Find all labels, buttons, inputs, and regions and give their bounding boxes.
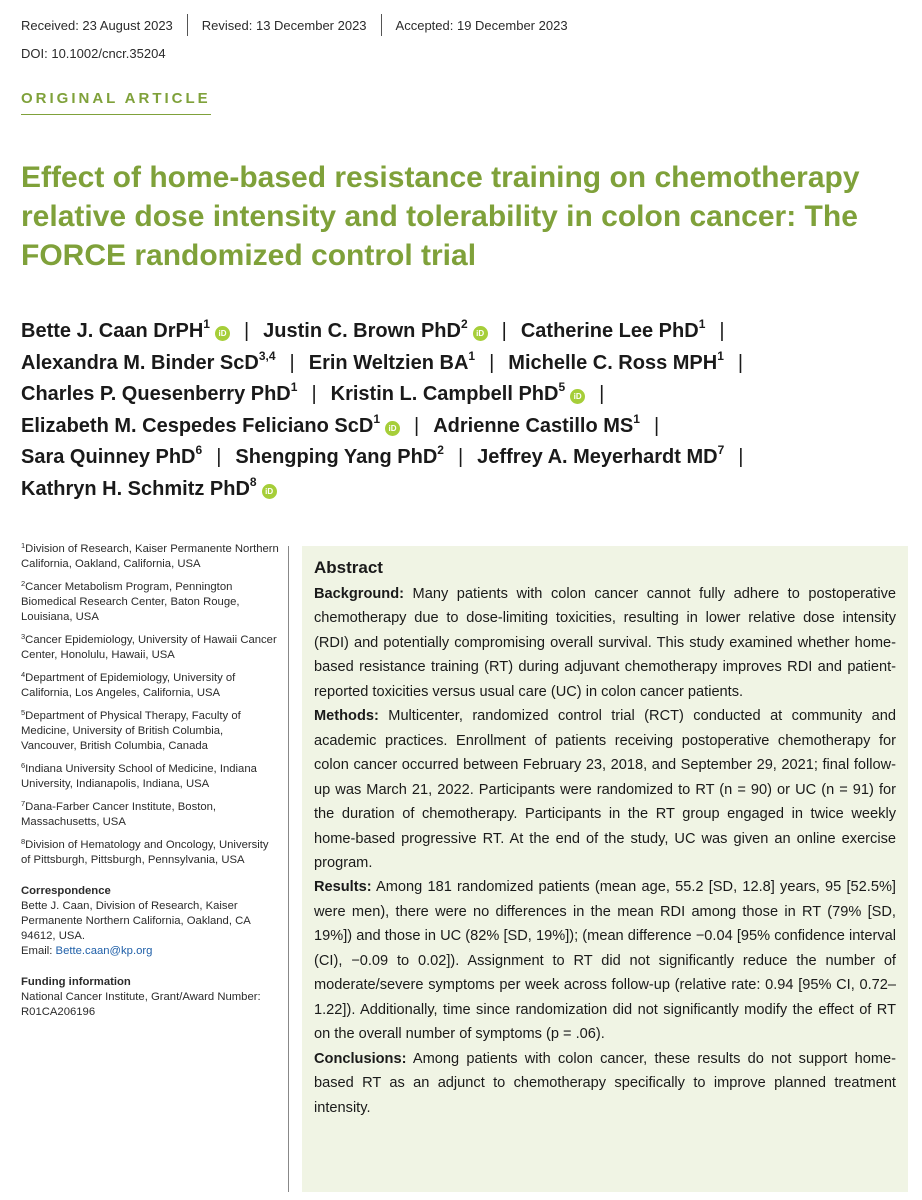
orcid-icon[interactable]: iD <box>473 326 488 341</box>
abstract-methods <box>314 704 896 875</box>
author-name-text: Erin Weltzien BA <box>308 351 469 374</box>
correspondence-text: Bette J. Caan, Division of Research, Kaiser Permanente Northern California, Oakland, CA 94612, USA. <box>21 900 251 942</box>
author-separator: | <box>414 414 420 437</box>
author-name-text: Justin C. Brown PhD <box>263 320 461 342</box>
author-affiliation-number: 1 <box>633 411 640 426</box>
correspondence-email-link[interactable]: Bette.caan@kp.org <box>55 945 153 957</box>
affiliation-text: Cancer Metabolism Program, Pennington Biomedical Research Center, Baton Rouge, Louisiana, USA <box>21 581 240 623</box>
history-divider <box>187 14 188 36</box>
orcid-icon[interactable]: iD <box>262 484 277 499</box>
affiliation-number: 5 <box>21 708 26 717</box>
orcid-icon[interactable]: iD <box>215 326 230 341</box>
author-affiliation-number: 1 <box>373 411 381 426</box>
article-history <box>21 14 582 36</box>
conclusions-text: Among patients with colon cancer, these results do not support home-based RT as an adjunct to chemotherapy specifically to improve planned treatment intensity. <box>314 1050 896 1116</box>
abstract-background <box>314 582 896 704</box>
author-name[interactable] <box>308 348 476 374</box>
results-label: Results: <box>314 879 372 896</box>
author-name-text: Elizabeth M. Cespedes Feliciano ScD <box>21 414 374 437</box>
author-name[interactable] <box>21 380 298 406</box>
funding-text: National Cancer Institute, Grant/Award Number: R01CA206196 <box>21 991 261 1018</box>
author-separator: | <box>289 351 295 374</box>
background-text: Many patients with colon cancer cannot fully adhere to postoperative chemotherapy due to dose-limiting toxicities, resulting in lower relative dose intensity (RDI) and potentially compromising overall survival. This study examined whether home-based resistance training (RT) during adjuvant chemotherapy improves RDI and patient-reported toxicities versus usual care (UC) in colon cancer patients. <box>314 586 896 700</box>
abstract-conclusions <box>314 1047 896 1120</box>
author-name[interactable] <box>433 411 640 437</box>
affiliation-text: Division of Research, Kaiser Permanente Northern California, Oakland, California, USA <box>21 543 279 570</box>
author-name-text: Sara Quinney PhD <box>21 446 196 469</box>
affiliation-text: Division of Hematology and Oncology, University of Pittsburgh, Pittsburgh, Pennsylvania, USA <box>21 839 269 866</box>
affiliation-text: Department of Epidemiology, University of California, Los Angeles, California, USA <box>21 672 236 699</box>
orcid-icon[interactable]: iD <box>385 421 400 436</box>
author-list <box>21 316 911 506</box>
affiliation-number: 6 <box>21 761 26 770</box>
author-affiliation-number: 2 <box>437 443 444 458</box>
correspondence-heading: Correspondence <box>21 885 111 897</box>
author-separator: | <box>653 414 660 437</box>
history-divider <box>381 14 382 36</box>
affiliation-item <box>21 580 281 625</box>
article-title: Effect of home-based resistance training on chemotherapy relative dose intensity and tolerability in colon cancer: The FORCE randomized control trial <box>21 161 860 272</box>
author-separator: | <box>599 383 605 406</box>
author-name-text: Alexandra M. Binder ScD <box>21 351 259 374</box>
author-separator: | <box>738 446 744 469</box>
abstract-heading: Abstract <box>314 558 383 577</box>
affiliation-text: Dana-Farber Cancer Institute, Boston, Massachusetts, USA <box>21 801 217 828</box>
methods-text: Multicenter, randomized control trial (RCT) conducted at community and academic practices. Enrollment of patients receiving postoperative chemotherapy for colon cancer occurred between February 23, 2018, and September 29, 2021; final follow-up was March 21, 2022. Participants were randomized to RT (n = 90) or UC (n = 91) for the duration of chemotherapy. Participants in the RT group engaged in twice weekly home-based progressive RT. At the end of the study, UC was given an online exercise program. <box>314 708 896 871</box>
author-affiliation-number: 2 <box>460 317 468 331</box>
author-name[interactable] <box>21 348 276 374</box>
author-name-text: Jeffrey A. Meyerhardt MD <box>477 446 718 469</box>
affiliation-number: 4 <box>21 670 26 679</box>
author-name[interactable] <box>508 348 724 374</box>
author-name[interactable] <box>21 474 277 500</box>
author-name[interactable] <box>21 443 203 469</box>
article-type-underline <box>21 114 211 115</box>
author-affiliation-number: 1 <box>468 348 476 363</box>
author-name[interactable] <box>263 317 487 342</box>
orcid-icon[interactable]: iD <box>570 389 585 404</box>
email-label: Email: <box>21 945 56 957</box>
affiliation-item <box>21 671 281 701</box>
author-affiliation-number: 1 <box>717 348 724 363</box>
author-affiliation-number: 7 <box>717 443 725 458</box>
affiliations <box>21 542 281 868</box>
conclusions-label: Conclusions: <box>314 1050 407 1067</box>
author-name[interactable] <box>235 443 444 469</box>
background-label: Background: <box>314 586 404 602</box>
column-divider <box>288 546 289 1192</box>
author-separator: | <box>216 446 222 469</box>
author-name[interactable] <box>21 411 400 437</box>
author-affiliation-number: 6 <box>195 443 203 458</box>
author-affiliation-number: 1 <box>698 317 706 331</box>
author-name-text: Catherine Lee PhD <box>520 320 699 342</box>
author-separator: | <box>243 320 250 342</box>
author-separator: | <box>737 351 744 374</box>
affiliation-item <box>21 633 281 663</box>
author-name-text: Adrienne Castillo MS <box>433 414 634 437</box>
author-name[interactable] <box>477 443 725 469</box>
author-separator: | <box>489 351 495 374</box>
author-name-text: Charles P. Quesenberry PhD <box>21 383 291 406</box>
affiliation-item <box>21 762 281 792</box>
abstract-results <box>314 875 896 1046</box>
affiliation-item <box>21 838 281 868</box>
results-text: Among 181 randomized patients (mean age, 55.2 [SD, 12.8] years, 95 [52.5%] were men), there were no differences in the mean RDI among those in RT (79% [SD, 19%]) and those in UC (82% [SD, 19%]); (mean difference −0.04 [95% confidence interval (CI), −0.09 to 0.02]). Assignment to RT did not significantly reduce the number of moderate/severe symptoms per week across follow-up (relative rate: 0.94 [95% CI, 0.72–1.22]). Additionally, time since randomization did not significantly modify the effect of RT on the overall number of symptoms (p = .06). <box>314 879 896 1043</box>
author-name-text: Michelle C. Ross MPH <box>508 351 718 374</box>
author-name-text: Shengping Yang PhD <box>235 446 438 469</box>
left-column <box>21 542 281 1020</box>
author-name[interactable] <box>21 317 230 342</box>
affiliation-item <box>21 542 281 572</box>
author-name[interactable] <box>330 380 586 406</box>
author-name[interactable] <box>520 317 706 342</box>
affiliation-number: 7 <box>21 799 26 808</box>
article-type: ORIGINAL ARTICLE <box>21 90 211 107</box>
author-affiliation-number: 8 <box>249 474 257 489</box>
doi[interactable]: DOI: 10.1002/cncr.35204 <box>21 46 166 61</box>
author-name-text: Kathryn H. Schmitz PhD <box>21 477 250 500</box>
revised-date: Revised: 13 December 2023 <box>201 17 367 33</box>
author-name-text: Kristin L. Campbell PhD <box>330 383 559 406</box>
author-name-text: Bette J. Caan DrPH <box>21 320 204 342</box>
author-separator: | <box>311 383 317 406</box>
affiliation-text: Department of Physical Therapy, Faculty of Medicine, University of British Columbia, Vancouver, British Columbia, Canada <box>21 710 241 752</box>
author-separator: | <box>501 320 507 342</box>
affiliation-item <box>21 800 281 830</box>
abstract-box <box>302 546 908 1192</box>
received-date: Received: 23 August 2023 <box>21 17 173 33</box>
author-separator: | <box>719 320 725 342</box>
author-affiliation-number: 5 <box>558 380 566 395</box>
affiliation-item <box>21 709 281 754</box>
funding-heading: Funding information <box>21 976 131 988</box>
author-separator: | <box>457 446 464 469</box>
accepted-date: Accepted: 19 December 2023 <box>395 17 568 33</box>
affiliation-number: 3 <box>21 632 26 641</box>
affiliation-number: 8 <box>21 837 26 846</box>
affiliation-number: 2 <box>21 579 26 588</box>
author-affiliation-number: 3,4 <box>258 348 276 363</box>
author-affiliation-number: 1 <box>203 317 210 331</box>
affiliation-number: 1 <box>21 541 26 550</box>
author-affiliation-number: 1 <box>290 380 298 395</box>
correspondence-email-line <box>21 944 281 959</box>
methods-label: Methods: <box>314 708 379 725</box>
affiliation-text: Indiana University School of Medicine, Indiana University, Indianapolis, Indiana, USA <box>21 763 257 790</box>
affiliation-text: Cancer Epidemiology, University of Hawaii Cancer Center, Honolulu, Hawaii, USA <box>21 634 277 661</box>
